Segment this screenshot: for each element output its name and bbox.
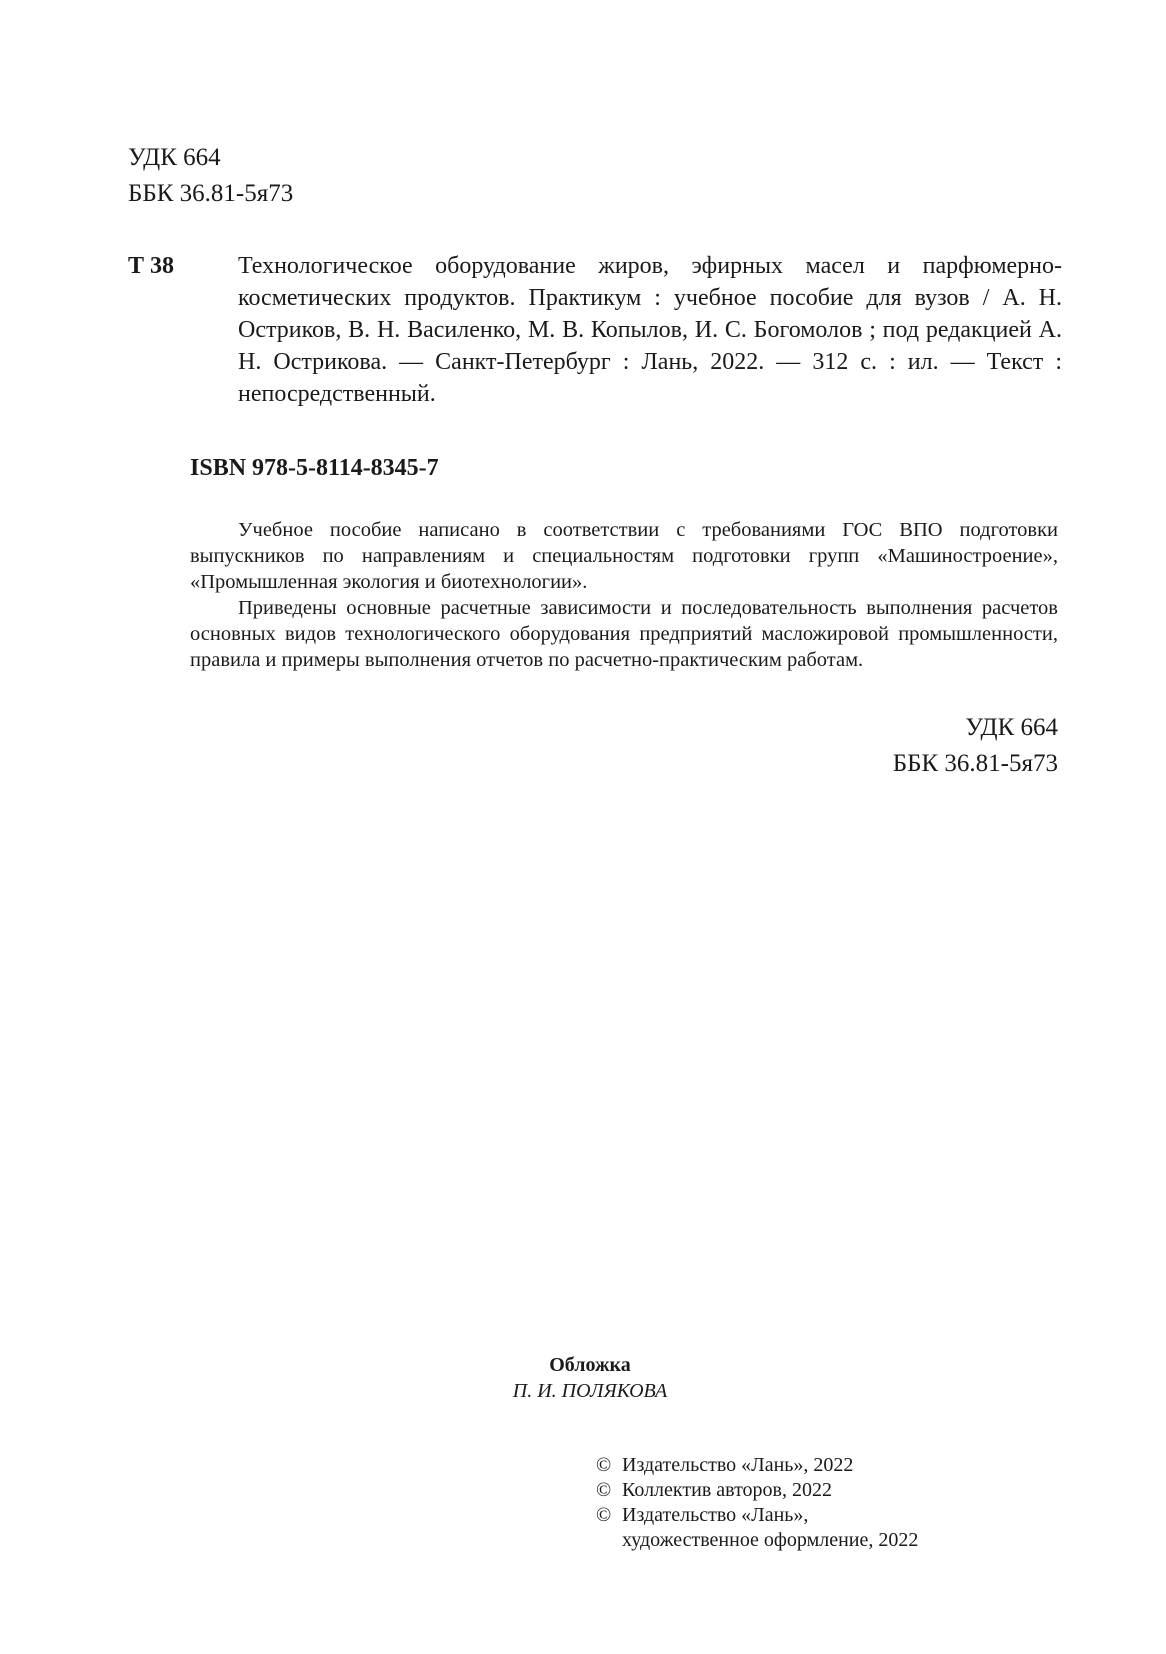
isbn: ISBN 978-5-8114-8345-7: [190, 455, 439, 481]
cover-credit: [450, 1352, 730, 1404]
copyright-text: Коллектив авторов, 2022: [622, 1479, 832, 1501]
classification-header: [128, 140, 293, 212]
bbk-code-footer: ББК 36.81-5я73: [892, 750, 1058, 777]
copyright-block: [596, 1453, 918, 1553]
copyright-symbol: ©: [596, 1504, 612, 1526]
cover-designer: П. И. ПОЛЯКОВА: [512, 1380, 668, 1402]
author-mark: Т 38: [128, 253, 175, 279]
copyright-text: Издательство «Лань», 2022: [622, 1454, 854, 1476]
cover-label: Обложка: [549, 1354, 631, 1376]
bibliographic-description: Технологическое оборудование жиров, эфирных масел и парфюмерно-косметических продуктов. Практикум : учебное пособие для вузов / А. Н. Остриков, В. Н. Василенко, М. В. Копылов, И. С. Богомолов ; под редакцией А. Н. Острикова. — Санкт-Петербург : Лань, 2022. — 312 с. : ил. — Текст : непосредственный.: [238, 253, 1062, 407]
bbk-code: ББК 36.81-5я73: [128, 180, 294, 207]
udk-code-footer: УДК 664: [965, 714, 1058, 741]
udk-code: УДК 664: [128, 144, 221, 171]
copyright-line: [596, 1478, 918, 1503]
copyright-symbol: ©: [596, 1454, 612, 1476]
annotation-paragraph-1: Учебное пособие написано в соответствии с требованиями ГОС ВПО подготовки выпускников по направлениям и специальностям подготовки групп «Машиностроение», «Промышленная экология и биотехнологии».: [190, 519, 1058, 593]
copyright-continuation: художественное оформление, 2022: [622, 1529, 919, 1551]
copyright-line: [596, 1503, 918, 1528]
classification-footer: [893, 710, 1058, 782]
copyright-text: Издательство «Лань»,: [622, 1504, 809, 1526]
copyright-symbol: ©: [596, 1479, 612, 1501]
annotation: [190, 517, 1058, 673]
copyright-line: [596, 1453, 918, 1478]
annotation-paragraph-2: Приведены основные расчетные зависимости и последовательность выполнения расчетов основных видов технологического оборудования предприятий масложировой промышленности, правила и примеры выполнения отчетов по расчетно-практическим работам.: [190, 597, 1058, 671]
